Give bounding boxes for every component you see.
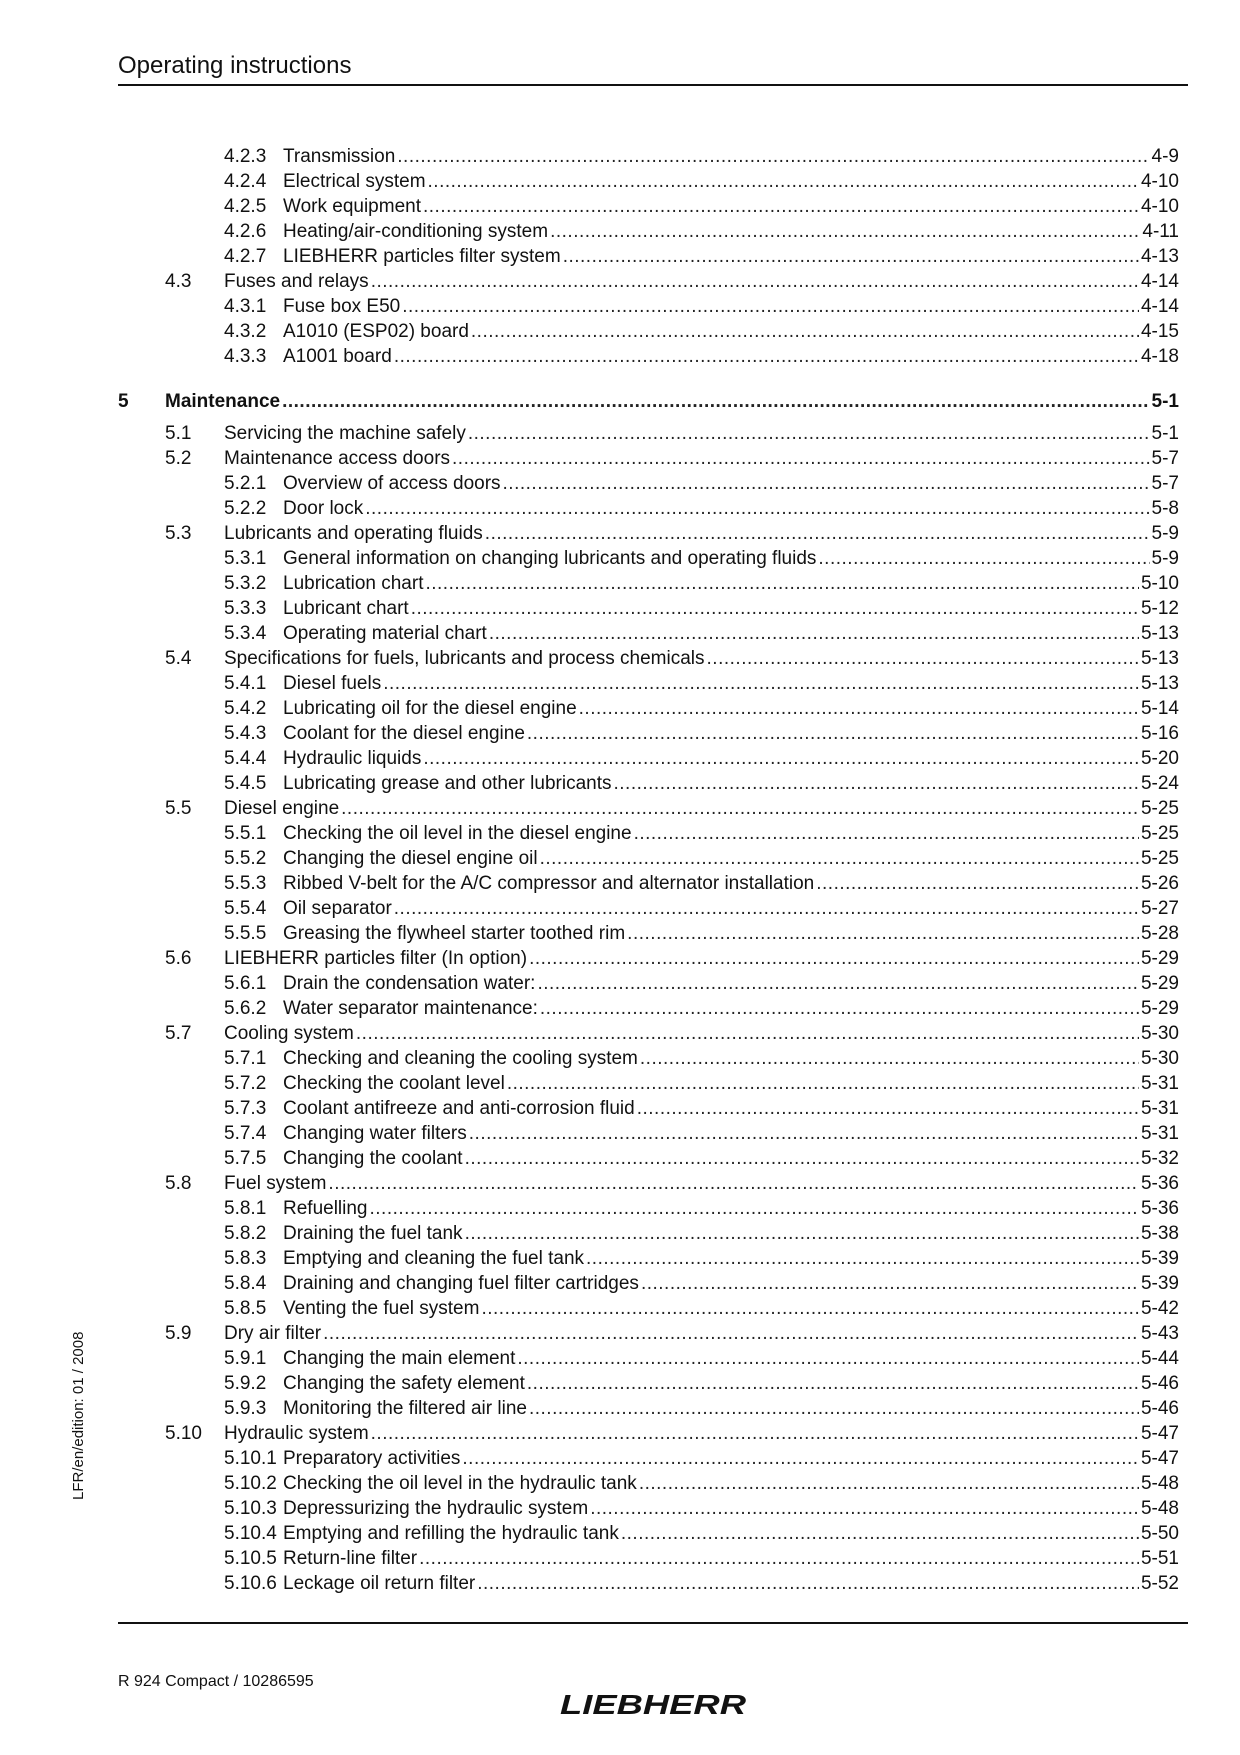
toc-entry[interactable] bbox=[118, 1346, 1179, 1371]
toc-dot-leader bbox=[282, 389, 1149, 414]
edition-label: LFR/en/edition: 01 / 2008 bbox=[70, 1331, 87, 1500]
toc-dot-leader bbox=[590, 1496, 1139, 1521]
toc-dot-leader bbox=[428, 169, 1139, 194]
toc-entry-title: Greasing the flywheel starter toothed rim bbox=[283, 923, 626, 944]
toc-entry-page: 5-46 bbox=[1140, 1398, 1179, 1419]
logo-wordmark: LIEBHERR bbox=[560, 1690, 748, 1718]
toc-entry-title: Maintenance bbox=[165, 391, 281, 412]
toc-dot-leader bbox=[397, 144, 1149, 169]
toc-entry-number: 5.2.2 bbox=[224, 498, 267, 519]
toc-entry-title: Return-line filter bbox=[283, 1548, 418, 1569]
toc-dot-leader bbox=[394, 344, 1139, 369]
toc-entry-title: Work equipment bbox=[283, 196, 421, 217]
toc-entry[interactable] bbox=[118, 771, 1179, 796]
toc-entry-title: Lubrication chart bbox=[283, 573, 424, 594]
toc-entry-title: Emptying and cleaning the fuel tank bbox=[283, 1248, 585, 1269]
toc-entry[interactable] bbox=[118, 946, 1179, 971]
toc-dot-leader bbox=[371, 1421, 1139, 1446]
toc-dot-leader bbox=[465, 1221, 1139, 1246]
toc-entry-title: General information on changing lubricants and operating fluids bbox=[283, 548, 817, 569]
toc-entry[interactable] bbox=[118, 871, 1179, 896]
toc-entry[interactable] bbox=[118, 344, 1179, 369]
toc-entry-number: 4.3.2 bbox=[224, 321, 267, 342]
toc-entry[interactable] bbox=[118, 269, 1179, 294]
toc-entry-number: 5.10.3 bbox=[224, 1498, 277, 1519]
toc-entry-number: 5.7.5 bbox=[224, 1148, 267, 1169]
toc-entry-title: Dry air filter bbox=[224, 1323, 322, 1344]
toc-entry-number: 5.8.1 bbox=[224, 1198, 267, 1219]
toc-entry[interactable] bbox=[118, 294, 1179, 319]
toc-entry-title: Changing the main element bbox=[283, 1348, 516, 1369]
toc-entry-title: Servicing the machine safely bbox=[224, 423, 466, 444]
toc-entry[interactable] bbox=[118, 521, 1179, 546]
toc-entry[interactable] bbox=[118, 1296, 1179, 1321]
toc-entry-title: Cooling system bbox=[224, 1023, 354, 1044]
toc-entry-page: 5-10 bbox=[1140, 573, 1179, 594]
toc-entry-number: 5.1 bbox=[165, 423, 192, 444]
toc-dot-leader bbox=[613, 771, 1138, 796]
toc-entry-title: Checking the oil level in the hydraulic tank bbox=[283, 1473, 637, 1494]
toc-dot-leader bbox=[816, 871, 1139, 896]
toc-entry-title: Preparatory activities bbox=[283, 1448, 461, 1469]
toc-entry-title: Draining and changing fuel filter cartridges bbox=[283, 1273, 639, 1294]
toc-entry[interactable] bbox=[118, 996, 1179, 1021]
toc-entry-page: 5-13 bbox=[1140, 648, 1179, 669]
toc-dot-leader bbox=[356, 1021, 1139, 1046]
toc-entry-title: Refuelling bbox=[283, 1198, 368, 1219]
toc-entry[interactable] bbox=[118, 1196, 1179, 1221]
toc-entry-number: 4.3.1 bbox=[224, 296, 267, 317]
toc-entry-number: 5.7.3 bbox=[224, 1098, 267, 1119]
toc-entry[interactable] bbox=[118, 796, 1179, 821]
toc-dot-leader bbox=[489, 621, 1139, 646]
toc-entry-title: Fuses and relays bbox=[224, 271, 369, 292]
toc-entry[interactable] bbox=[118, 1371, 1179, 1396]
toc-entry[interactable] bbox=[118, 219, 1179, 244]
toc-entry-title: Hydraulic system bbox=[224, 1423, 369, 1444]
toc-entry-number: 4.3 bbox=[165, 271, 192, 292]
toc-entry-title: Checking the oil level in the diesel engine bbox=[283, 823, 632, 844]
toc-entry-title: Draining the fuel tank bbox=[283, 1223, 463, 1244]
toc-entry-title: Specifications for fuels, lubricants and process chemicals bbox=[224, 648, 705, 669]
toc-entry-page: 5-24 bbox=[1140, 773, 1179, 794]
toc-entry-number: 5.8.4 bbox=[224, 1273, 267, 1294]
toc-entry-title: Operating material chart bbox=[283, 623, 487, 644]
toc-entry-number: 5.2 bbox=[165, 448, 192, 469]
toc-entry-number: 5.9.1 bbox=[224, 1348, 267, 1369]
toc-entry-page: 5-7 bbox=[1151, 473, 1179, 494]
toc-entry-number: 5.10.1 bbox=[224, 1448, 277, 1469]
toc-entry-page: 5-48 bbox=[1140, 1473, 1179, 1494]
toc-entry-title: Checking and cleaning the cooling system bbox=[283, 1048, 638, 1069]
toc-entry-title: Drain the condensation water: bbox=[283, 973, 536, 994]
toc-dot-leader bbox=[469, 1121, 1139, 1146]
toc-entry[interactable] bbox=[118, 169, 1179, 194]
toc-entry[interactable] bbox=[118, 671, 1179, 696]
toc-dot-leader bbox=[586, 1246, 1139, 1271]
toc-dot-leader bbox=[402, 294, 1139, 319]
toc-entry-number: 5.4.4 bbox=[224, 748, 267, 769]
toc-dot-leader bbox=[423, 746, 1139, 771]
toc-entry-title: Diesel engine bbox=[224, 798, 340, 819]
toc-dot-leader bbox=[365, 496, 1149, 521]
toc-entry[interactable] bbox=[118, 1396, 1179, 1421]
toc-entry-number: 4.2.5 bbox=[224, 196, 267, 217]
header-rule bbox=[118, 84, 1188, 86]
toc-entry-page: 5-25 bbox=[1140, 798, 1179, 819]
toc-entry[interactable] bbox=[118, 846, 1179, 871]
toc-dot-leader bbox=[537, 971, 1139, 996]
toc-dot-leader bbox=[579, 696, 1139, 721]
toc-dot-leader bbox=[341, 796, 1139, 821]
toc-entry-number: 5 bbox=[118, 391, 129, 412]
toc-dot-leader bbox=[550, 219, 1140, 244]
toc-entry-number: 5.8.2 bbox=[224, 1223, 267, 1244]
toc-entry-number: 5.5.4 bbox=[224, 898, 267, 919]
toc-entry-number: 5.2.1 bbox=[224, 473, 267, 494]
toc-entry-page: 5-29 bbox=[1140, 998, 1179, 1019]
toc-entry[interactable] bbox=[118, 1146, 1179, 1171]
toc-entry-page: 5-25 bbox=[1140, 848, 1179, 869]
toc-dot-leader bbox=[818, 546, 1149, 571]
toc-entry-number: 5.8 bbox=[165, 1173, 192, 1194]
toc-entry-title: Electrical system bbox=[283, 171, 426, 192]
toc-entry-page: 5-12 bbox=[1140, 598, 1179, 619]
toc-entry-number: 5.3.3 bbox=[224, 598, 267, 619]
toc-entry-title: Emptying and refilling the hydraulic tank bbox=[283, 1523, 619, 1544]
toc-entry-number: 4.2.3 bbox=[224, 146, 267, 167]
toc-entry[interactable] bbox=[118, 1171, 1179, 1196]
toc-entry[interactable] bbox=[118, 1071, 1179, 1096]
toc-dot-leader bbox=[468, 421, 1150, 446]
toc-entry-number: 5.5.3 bbox=[224, 873, 267, 894]
toc-entry-number: 5.9.3 bbox=[224, 1398, 267, 1419]
toc-entry[interactable] bbox=[118, 646, 1179, 671]
toc-dot-leader bbox=[383, 671, 1139, 696]
toc-entry-page: 4-10 bbox=[1140, 171, 1179, 192]
toc-entry-page: 4-14 bbox=[1140, 271, 1179, 292]
toc-entry-title: Changing the coolant bbox=[283, 1148, 463, 1169]
toc-entry-title: Oil separator bbox=[283, 898, 392, 919]
toc-entry[interactable] bbox=[118, 821, 1179, 846]
toc-entry[interactable] bbox=[118, 194, 1179, 219]
toc-entry-number: 5.3 bbox=[165, 523, 192, 544]
footer-model-number: R 924 Compact / 10286595 bbox=[118, 1673, 314, 1690]
toc-entry-page: 5-36 bbox=[1140, 1198, 1179, 1219]
toc-entry[interactable] bbox=[118, 1521, 1179, 1546]
toc-entry[interactable] bbox=[118, 1571, 1179, 1596]
toc-entry[interactable] bbox=[118, 1096, 1179, 1121]
toc-entry-page: 5-29 bbox=[1140, 948, 1179, 969]
toc-dot-leader bbox=[634, 821, 1139, 846]
toc-entry-title: Diesel fuels bbox=[283, 673, 382, 694]
toc-dot-leader bbox=[419, 1546, 1139, 1571]
toc-entry-page: 5-26 bbox=[1140, 873, 1179, 894]
toc-entry-page: 5-51 bbox=[1140, 1548, 1179, 1569]
toc-dot-leader bbox=[371, 269, 1139, 294]
toc-entry-number: 5.3.2 bbox=[224, 573, 267, 594]
toc-entry-number: 5.10 bbox=[165, 1423, 202, 1444]
toc-entry-page: 5-25 bbox=[1140, 823, 1179, 844]
toc-entry[interactable] bbox=[118, 971, 1179, 996]
toc-dot-leader bbox=[637, 1096, 1139, 1121]
toc-dot-leader bbox=[527, 1371, 1139, 1396]
toc-entry-title: Depressurizing the hydraulic system bbox=[283, 1498, 589, 1519]
toc-entry[interactable] bbox=[118, 596, 1179, 621]
table-of-contents bbox=[118, 144, 1179, 1596]
toc-entry[interactable] bbox=[118, 696, 1179, 721]
toc-entry-page: 5-43 bbox=[1140, 1323, 1179, 1344]
toc-dot-leader bbox=[507, 1071, 1139, 1096]
toc-entry-number: 5.6 bbox=[165, 948, 192, 969]
toc-dot-leader bbox=[328, 1171, 1139, 1196]
toc-entry-page: 4-15 bbox=[1140, 321, 1179, 342]
toc-entry-page: 5-52 bbox=[1140, 1573, 1179, 1594]
toc-dot-leader bbox=[529, 946, 1139, 971]
toc-entry[interactable] bbox=[118, 1446, 1179, 1471]
toc-entry-number: 5.4.3 bbox=[224, 723, 267, 744]
toc-entry-title: LIEBHERR particles filter (In option) bbox=[224, 948, 528, 969]
toc-entry-page: 5-16 bbox=[1140, 723, 1179, 744]
toc-dot-leader bbox=[465, 1146, 1139, 1171]
toc-entry[interactable] bbox=[118, 1221, 1179, 1246]
toc-dot-leader bbox=[540, 846, 1139, 871]
toc-entry[interactable] bbox=[118, 571, 1179, 596]
toc-entry-number: 5.7.1 bbox=[224, 1048, 267, 1069]
toc-entry-page: 5-30 bbox=[1140, 1023, 1179, 1044]
toc-entry[interactable] bbox=[118, 389, 1179, 414]
toc-entry-number: 5.5 bbox=[165, 798, 192, 819]
toc-dot-leader bbox=[529, 1396, 1139, 1421]
toc-entry-number: 5.5.2 bbox=[224, 848, 267, 869]
toc-dot-leader bbox=[640, 1046, 1139, 1071]
toc-entry-title: A1001 board bbox=[283, 346, 392, 367]
toc-entry-number: 5.6.1 bbox=[224, 973, 267, 994]
toc-entry-page: 5-13 bbox=[1140, 673, 1179, 694]
toc-entry-title: Venting the fuel system bbox=[283, 1298, 480, 1319]
toc-entry-page: 5-27 bbox=[1140, 898, 1179, 919]
toc-entry-title: Heating/air-conditioning system bbox=[283, 221, 549, 242]
toc-dot-leader bbox=[639, 1471, 1139, 1496]
toc-entry[interactable] bbox=[118, 546, 1179, 571]
toc-dot-leader bbox=[563, 244, 1139, 269]
toc-dot-leader bbox=[527, 721, 1139, 746]
toc-entry[interactable] bbox=[118, 1421, 1179, 1446]
toc-entry[interactable] bbox=[118, 921, 1179, 946]
toc-entry-title: Transmission bbox=[283, 146, 396, 167]
toc-entry-page: 5-39 bbox=[1140, 1273, 1179, 1294]
toc-dot-leader bbox=[540, 996, 1139, 1021]
toc-entry-title: Lubricating grease and other lubricants bbox=[283, 773, 612, 794]
toc-entry[interactable] bbox=[118, 746, 1179, 771]
toc-entry-title: Lubricating oil for the diesel engine bbox=[283, 698, 577, 719]
toc-dot-leader bbox=[394, 896, 1139, 921]
toc-entry-page: 4-10 bbox=[1140, 196, 1179, 217]
toc-entry-page: 5-20 bbox=[1140, 748, 1179, 769]
toc-dot-leader bbox=[452, 446, 1150, 471]
toc-dot-leader bbox=[485, 521, 1150, 546]
toc-entry-title: Overview of access doors bbox=[283, 473, 501, 494]
toc-dot-leader bbox=[641, 1271, 1139, 1296]
toc-entry-page: 5-31 bbox=[1140, 1073, 1179, 1094]
toc-entry-number: 5.7.2 bbox=[224, 1073, 267, 1094]
toc-entry-title: Door lock bbox=[283, 498, 364, 519]
toc-entry-number: 5.3.4 bbox=[224, 623, 267, 644]
toc-entry-number: 5.10.6 bbox=[224, 1573, 277, 1594]
toc-entry-title: Coolant for the diesel engine bbox=[283, 723, 525, 744]
toc-entry-title: Water separator maintenance: bbox=[283, 998, 538, 1019]
toc-entry-page: 4-11 bbox=[1142, 221, 1179, 242]
toc-entry[interactable] bbox=[118, 896, 1179, 921]
toc-entry-number: 4.3.3 bbox=[224, 346, 267, 367]
toc-dot-leader bbox=[323, 1321, 1139, 1346]
toc-entry-number: 5.8.5 bbox=[224, 1298, 267, 1319]
toc-entry-number: 5.3.1 bbox=[224, 548, 267, 569]
toc-entry-page: 5-13 bbox=[1140, 623, 1179, 644]
toc-entry-title: Changing the safety element bbox=[283, 1373, 525, 1394]
toc-entry-page: 5-44 bbox=[1140, 1348, 1179, 1369]
toc-entry-page: 5-31 bbox=[1140, 1098, 1179, 1119]
toc-entry-page: 5-48 bbox=[1140, 1498, 1179, 1519]
toc-entry-page: 5-7 bbox=[1151, 448, 1179, 469]
toc-entry-number: 4.2.4 bbox=[224, 171, 267, 192]
toc-dot-leader bbox=[423, 194, 1139, 219]
toc-entry-page: 5-31 bbox=[1140, 1123, 1179, 1144]
toc-dot-leader bbox=[627, 921, 1139, 946]
toc-entry-page: 5-47 bbox=[1140, 1423, 1179, 1444]
toc-dot-leader bbox=[425, 571, 1139, 596]
toc-entry-page: 5-9 bbox=[1151, 548, 1179, 569]
toc-entry-number: 5.10.4 bbox=[224, 1523, 277, 1544]
page-title: Operating instructions bbox=[118, 52, 352, 79]
toc-entry-number: 5.4.5 bbox=[224, 773, 267, 794]
footer-rule bbox=[118, 1622, 1188, 1624]
toc-entry-title: Lubricants and operating fluids bbox=[224, 523, 483, 544]
toc-entry-title: Ribbed V-belt for the A/C compressor and alternator installation bbox=[283, 873, 815, 894]
toc-entry-number: 5.8.3 bbox=[224, 1248, 267, 1269]
toc-entry-number: 5.10.2 bbox=[224, 1473, 277, 1494]
toc-dot-leader bbox=[707, 646, 1139, 671]
toc-entry-page: 5-30 bbox=[1140, 1048, 1179, 1069]
toc-dot-leader bbox=[411, 596, 1139, 621]
toc-entry-page: 5-9 bbox=[1151, 523, 1179, 544]
toc-entry-number: 5.7 bbox=[165, 1023, 192, 1044]
toc-entry[interactable] bbox=[118, 1046, 1179, 1071]
toc-entry-title: Lubricant chart bbox=[283, 598, 409, 619]
toc-dot-leader bbox=[370, 1196, 1139, 1221]
toc-entry-number: 5.5.5 bbox=[224, 923, 267, 944]
toc-entry-number: 5.4.2 bbox=[224, 698, 267, 719]
toc-dot-leader bbox=[471, 319, 1139, 344]
toc-entry[interactable] bbox=[118, 496, 1179, 521]
toc-entry-page: 4-18 bbox=[1140, 346, 1179, 367]
toc-entry-title: Leckage oil return filter bbox=[283, 1573, 476, 1594]
toc-entry[interactable] bbox=[118, 1271, 1179, 1296]
toc-entry[interactable] bbox=[118, 721, 1179, 746]
toc-entry-number: 5.4.1 bbox=[224, 673, 267, 694]
toc-entry[interactable] bbox=[118, 621, 1179, 646]
toc-entry-page: 4-13 bbox=[1140, 246, 1179, 267]
toc-entry-page: 5-47 bbox=[1140, 1448, 1179, 1469]
toc-entry-number: 5.5.1 bbox=[224, 823, 267, 844]
toc-entry[interactable] bbox=[118, 421, 1179, 446]
toc-entry-number: 5.9.2 bbox=[224, 1373, 267, 1394]
toc-entry-number: 5.7.4 bbox=[224, 1123, 267, 1144]
toc-entry[interactable] bbox=[118, 471, 1179, 496]
toc-entry-page: 5-28 bbox=[1140, 923, 1179, 944]
toc-entry[interactable] bbox=[118, 1496, 1179, 1521]
toc-entry[interactable] bbox=[118, 144, 1179, 169]
toc-entry-page: 4-14 bbox=[1140, 296, 1179, 317]
toc-entry-number: 4.2.7 bbox=[224, 246, 267, 267]
toc-entry-title: Coolant antifreeze and anti-corrosion fluid bbox=[283, 1098, 635, 1119]
toc-entry[interactable] bbox=[118, 244, 1179, 269]
toc-entry[interactable] bbox=[118, 1121, 1179, 1146]
toc-entry[interactable] bbox=[118, 1246, 1179, 1271]
toc-entry-page: 4-9 bbox=[1151, 146, 1179, 167]
toc-dot-leader bbox=[481, 1296, 1139, 1321]
toc-dot-leader bbox=[462, 1446, 1139, 1471]
toc-entry-title: Checking the coolant level bbox=[283, 1073, 505, 1094]
toc-entry-title: Changing water filters bbox=[283, 1123, 467, 1144]
toc-entry-page: 5-39 bbox=[1140, 1248, 1179, 1269]
toc-entry-page: 5-1 bbox=[1151, 391, 1179, 412]
toc-dot-leader bbox=[621, 1521, 1139, 1546]
toc-entry-title: LIEBHERR particles filter system bbox=[283, 246, 561, 267]
toc-entry-number: 5.4 bbox=[165, 648, 192, 669]
toc-entry[interactable] bbox=[118, 319, 1179, 344]
toc-entry[interactable] bbox=[118, 1546, 1179, 1571]
toc-entry-number: 5.9 bbox=[165, 1323, 192, 1344]
toc-entry-page: 5-14 bbox=[1140, 698, 1179, 719]
toc-entry-title: Fuse box E50 bbox=[283, 296, 401, 317]
toc-entry-title: Fuel system bbox=[224, 1173, 327, 1194]
toc-dot-leader bbox=[517, 1346, 1139, 1371]
toc-entry-title: A1010 (ESP02) board bbox=[283, 321, 469, 342]
toc-entry-page: 5-50 bbox=[1140, 1523, 1179, 1544]
toc-entry-page: 5-38 bbox=[1140, 1223, 1179, 1244]
toc-entry-number: 4.2.6 bbox=[224, 221, 267, 242]
toc-entry-number: 5.10.5 bbox=[224, 1548, 277, 1569]
toc-entry-page: 5-46 bbox=[1140, 1373, 1179, 1394]
toc-entry-title: Maintenance access doors bbox=[224, 448, 451, 469]
toc-entry-number: 5.6.2 bbox=[224, 998, 267, 1019]
toc-entry-title: Monitoring the filtered air line bbox=[283, 1398, 527, 1419]
toc-entry-page: 5-29 bbox=[1140, 973, 1179, 994]
toc-entry[interactable] bbox=[118, 446, 1179, 471]
toc-entry-page: 5-1 bbox=[1151, 423, 1179, 444]
toc-entry-page: 5-32 bbox=[1140, 1148, 1179, 1169]
toc-entry-page: 5-8 bbox=[1151, 498, 1179, 519]
toc-entry-title: Hydraulic liquids bbox=[283, 748, 422, 769]
toc-dot-leader bbox=[477, 1571, 1139, 1596]
toc-entry-title: Changing the diesel engine oil bbox=[283, 848, 538, 869]
toc-entry-page: 5-36 bbox=[1140, 1173, 1179, 1194]
liebherr-logo bbox=[558, 1690, 748, 1718]
toc-dot-leader bbox=[503, 471, 1150, 496]
toc-entry[interactable] bbox=[118, 1471, 1179, 1496]
toc-entry[interactable] bbox=[118, 1321, 1179, 1346]
toc-entry-page: 5-42 bbox=[1140, 1298, 1179, 1319]
toc-entry[interactable] bbox=[118, 1021, 1179, 1046]
